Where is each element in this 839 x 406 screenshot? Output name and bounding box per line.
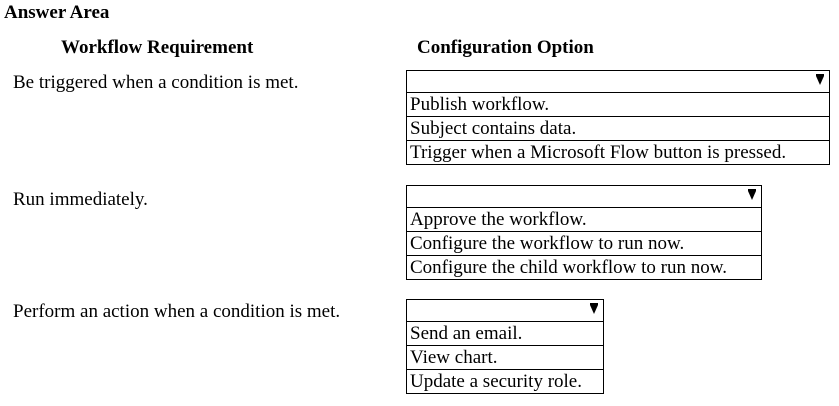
dropdown-arrow-icon bbox=[816, 76, 824, 85]
option-update-security-role[interactable]: Update a security role. bbox=[407, 370, 603, 394]
option-publish-workflow[interactable]: Publish workflow. bbox=[407, 93, 829, 117]
requirement-trigger-condition: Be triggered when a condition is met. bbox=[13, 72, 299, 93]
dropdown-options-list bbox=[406, 93, 830, 165]
option-trigger-flow-button[interactable]: Trigger when a Microsoft Flow button is pressed. bbox=[407, 141, 829, 165]
dropdown-options-list bbox=[406, 208, 762, 280]
dropdown-options-list bbox=[406, 322, 604, 394]
dropdown-perform-action bbox=[406, 299, 604, 394]
dropdown-select-run-immediately[interactable] bbox=[406, 185, 762, 208]
option-subject-contains-data[interactable]: Subject contains data. bbox=[407, 117, 829, 141]
dropdown-select-perform-action[interactable] bbox=[406, 299, 604, 322]
dropdown-arrow-icon bbox=[590, 305, 598, 314]
dropdown-run-immediately bbox=[406, 185, 762, 280]
requirement-perform-action: Perform an action when a condition is met. bbox=[13, 301, 341, 322]
requirement-run-immediately: Run immediately. bbox=[13, 189, 148, 210]
option-configure-child-workflow-run-now[interactable]: Configure the child workflow to run now. bbox=[407, 256, 761, 280]
configuration-option-header: Configuration Option bbox=[417, 37, 594, 58]
option-approve-workflow[interactable]: Approve the workflow. bbox=[407, 208, 761, 232]
option-configure-workflow-run-now[interactable]: Configure the workflow to run now. bbox=[407, 232, 761, 256]
workflow-requirement-header: Workflow Requirement bbox=[61, 37, 254, 58]
option-send-email[interactable]: Send an email. bbox=[407, 322, 603, 346]
dropdown-select-trigger-condition[interactable] bbox=[406, 70, 830, 93]
dropdown-arrow-icon bbox=[748, 191, 756, 200]
dropdown-trigger-condition bbox=[406, 70, 830, 165]
answer-area-title: Answer Area bbox=[4, 2, 110, 23]
option-view-chart[interactable]: View chart. bbox=[407, 346, 603, 370]
